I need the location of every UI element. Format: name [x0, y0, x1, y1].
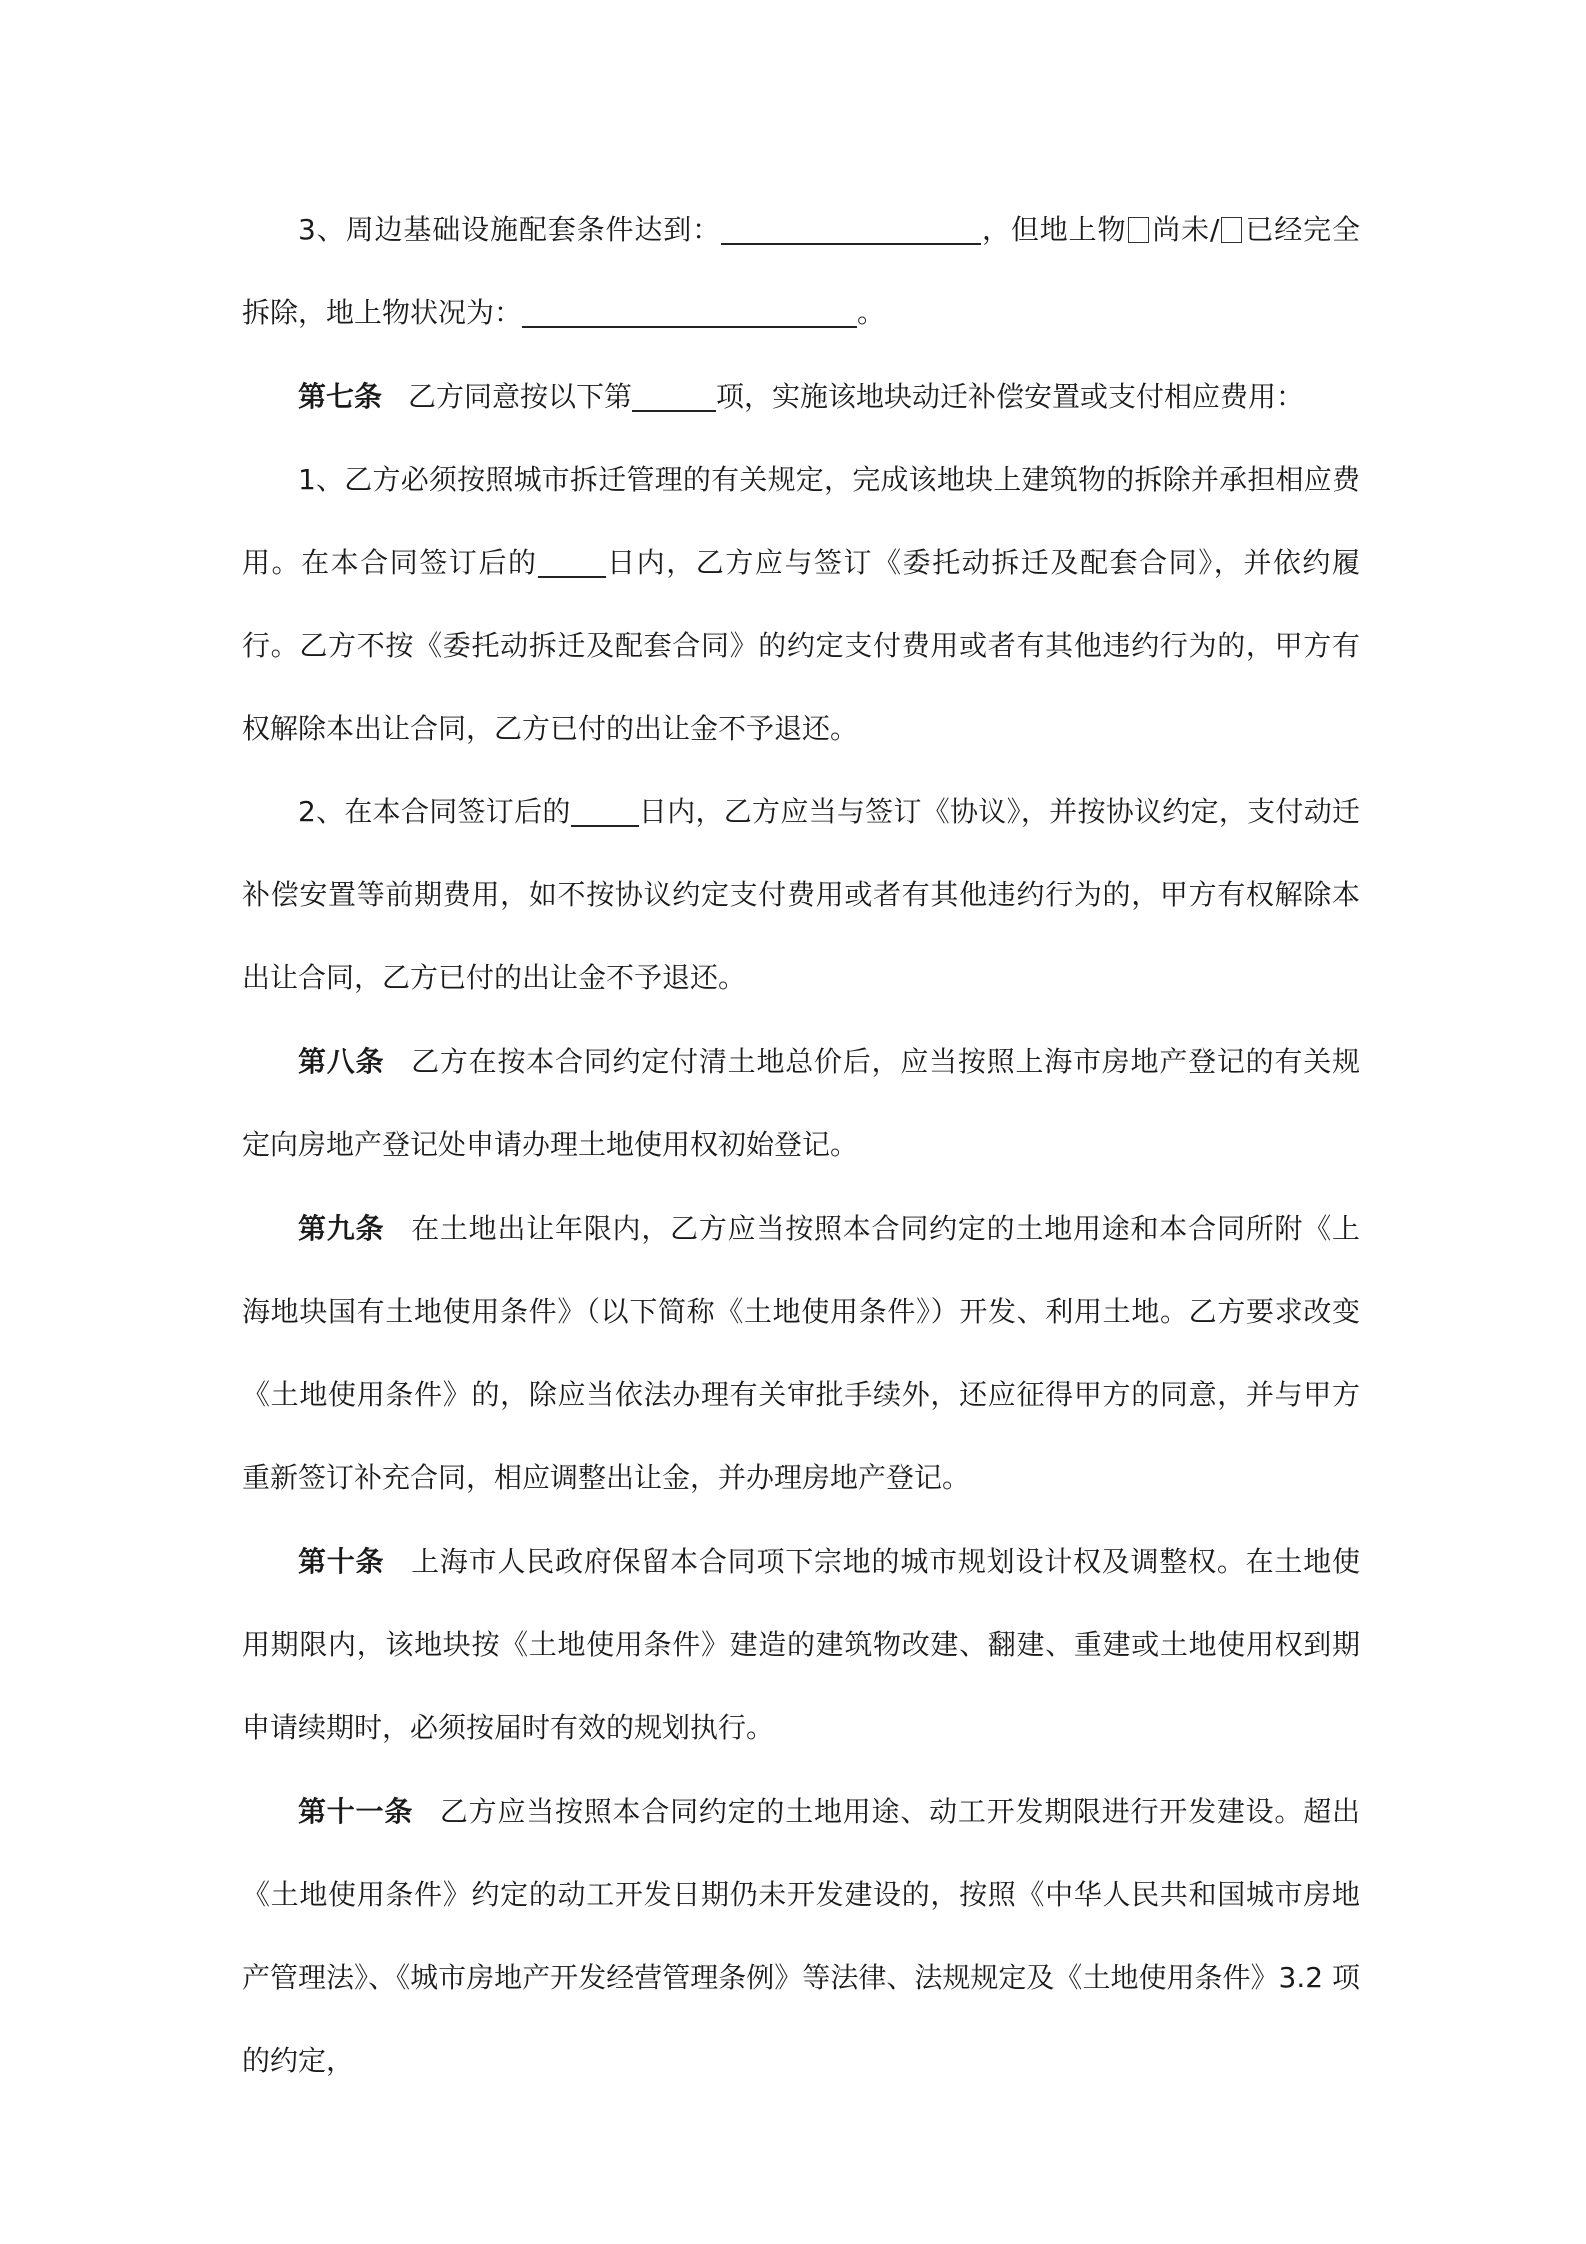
article-7-item-2: 2、在本合同签订后的 日内，乙方应当与签订《协议》，并按协议约定，支付动迁补偿安置等前期费用，如不按协议约定支付费用或者有其他违约行为的，甲方有权解除本出让合同，乙方已付的出让金不予退还。: [242, 770, 1360, 1019]
checkbox-not-yet[interactable]: [1128, 217, 1149, 243]
article-8-label: 第八条: [298, 1045, 385, 1078]
article-8: 第八条 乙方在按本合同约定付清土地总价后，应当按照上海市房地产登记的有关规定向房地产登记处申请办理土地使用权初始登记。: [242, 1045, 1360, 1161]
blank-infrastructure-level[interactable]: [721, 209, 981, 245]
checkbox-already[interactable]: [1221, 217, 1242, 243]
article-9: 第九条 在土地出让年限内，乙方应当按照本合同约定的土地用途和本合同所附《上海地块国有土地使用条件》（以下简称《土地使用条件》）开发、利用土地。乙方要求改变《土地使用条件》的，除应当依法办理有关审批手续外，还应征得甲方的同意，并与甲方重新签订补充合同，相应调整出让金，并办理房地产登记。: [242, 1212, 1360, 1494]
blank-item-number[interactable]: [632, 376, 716, 412]
article-11: 第十一条 乙方应当按照本合同约定的土地用途、动工开发期限进行开发建设。超出《土地使用条件》约定的动工开发日期仍未开发建设的，按照《中华人民共和国城市房地产管理法》、《城市房地产开发经营管理条例》等法律、法规规定及《土地使用条件》3.2 项的约定，: [242, 1795, 1360, 2077]
blank-ground-status[interactable]: [522, 292, 857, 328]
article-7-item-1: 1、乙方必须按照城市拆迁管理的有关规定，完成该地块上建筑物的拆除并承担相应费用。在本合同签订后的 日内，乙方应与签订《委托动拆迁及配套合同》，并依约履行。乙方不按《委托动拆迁及配套合同》的约定支付费用或者有其他违约行为的，甲方有权解除本出让合同，乙方已付的出让金不予退还。: [242, 463, 1360, 745]
blank-days-2[interactable]: [571, 791, 639, 827]
article-7-label: 第七条: [298, 380, 383, 413]
blank-days-1[interactable]: [538, 542, 606, 578]
article-9-label: 第九条: [298, 1212, 385, 1245]
paragraph-infrastructure: 3、周边基础设施配套条件达到： ，但地上物 尚未/ 已经完全拆除，地上物状况为： 。: [242, 188, 1360, 354]
article-11-label: 第十一条: [298, 1795, 414, 1828]
article-7: 第七条 乙方同意按以下第 项，实施该地块动迁补偿安置或支付相应费用：: [242, 355, 1360, 438]
article-10: 第十条 上海市人民政府保留本合同项下宗地的城市规划设计权及调整权。在土地使用期限内，该地块按《土地使用条件》建造的建筑物改建、翻建、重建或土地使用权到期申请续期时，必须按届时有效的规划执行。: [242, 1545, 1360, 1744]
article-10-label: 第十条: [298, 1545, 385, 1578]
